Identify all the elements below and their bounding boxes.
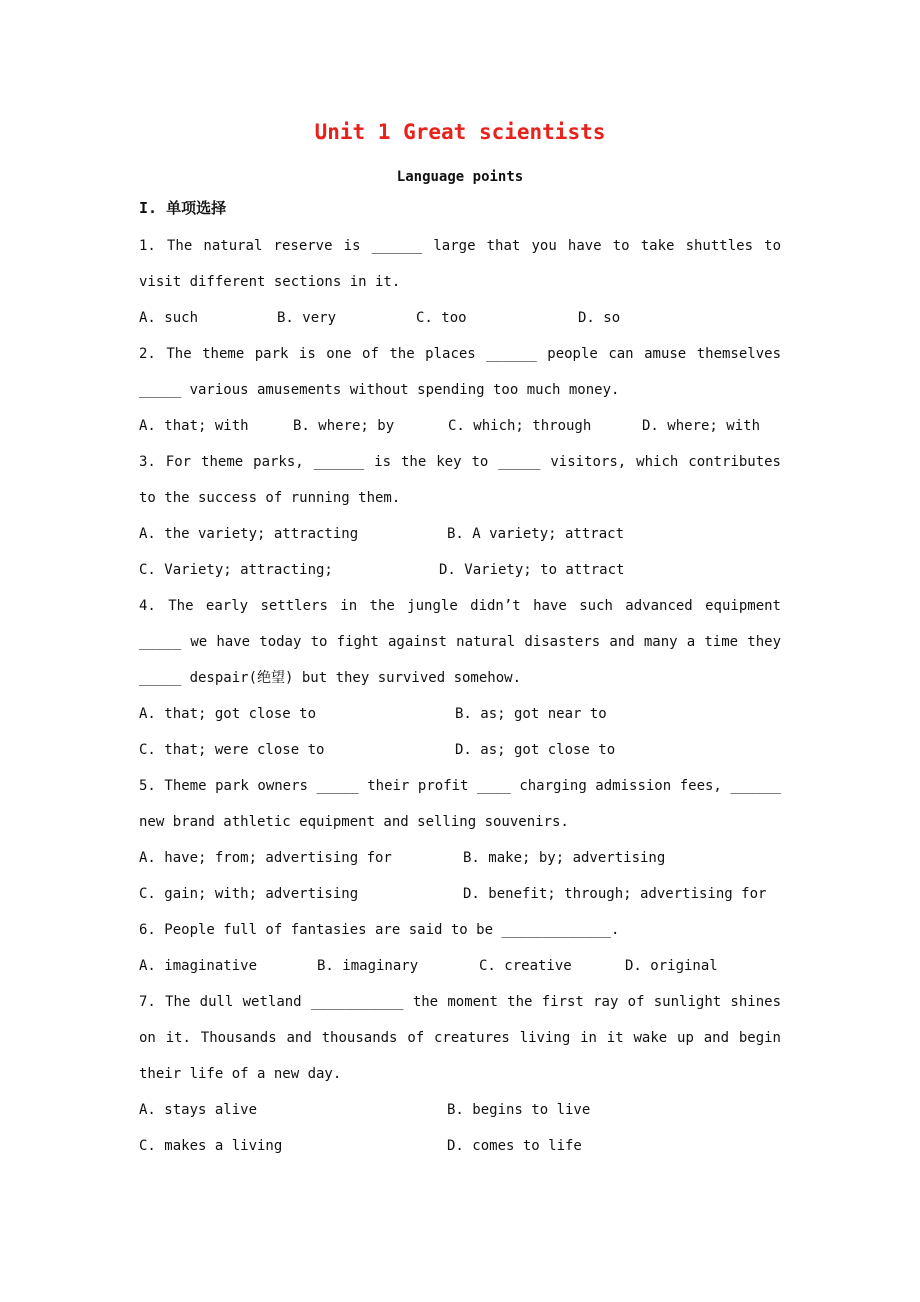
option-d: D. where; with xyxy=(642,418,761,434)
question-3 xyxy=(139,444,781,588)
options-row xyxy=(139,948,781,984)
option-b: B. begins to live xyxy=(447,1102,591,1118)
question-2 xyxy=(139,336,781,444)
option-d: D. Variety; to attract xyxy=(439,562,625,578)
option-b: B. imaginary xyxy=(317,958,419,974)
option-d: D. as; got close to xyxy=(455,742,616,758)
options-row xyxy=(139,1092,781,1128)
options-row xyxy=(139,696,781,732)
document-title: Unit 1 Great scientists xyxy=(314,120,606,144)
option-d: D. original xyxy=(625,958,718,974)
option-c: C. creative xyxy=(479,958,572,974)
question-stem: 7. The dull wetland ___________ the moment the first ray of sunlight shines on it. Thousands and thousands of creatures living in it wake up and begin their life of a new day. xyxy=(139,994,781,1082)
options-row xyxy=(139,876,781,912)
question-5 xyxy=(139,768,781,912)
option-a: A. that; with xyxy=(139,418,249,434)
option-c: C. Variety; attracting; xyxy=(139,562,333,578)
question-1 xyxy=(139,228,781,336)
option-b: B. where; by xyxy=(293,418,395,434)
option-c: C. which; through xyxy=(448,418,592,434)
option-b: B. make; by; advertising xyxy=(463,850,666,866)
question-stem: 4. The early settlers in the jungle didn’t have such advanced equipment _____ we have today to fight against natural disasters and many a time they _____ despair(绝望) but they survived somehow. xyxy=(139,598,781,686)
option-b: B. as; got near to xyxy=(455,706,607,722)
option-c: C. that; were close to xyxy=(139,742,325,758)
options-row xyxy=(139,300,781,336)
option-d: D. so xyxy=(578,310,621,326)
question-list xyxy=(139,228,781,1164)
options-row xyxy=(139,408,781,444)
question-4 xyxy=(139,588,781,768)
options-row xyxy=(139,516,781,552)
option-a: A. such xyxy=(139,310,199,326)
option-a: A. the variety; attracting xyxy=(139,526,359,542)
question-stem: 2. The theme park is one of the places ______ people can amuse themselves _____ various amusements without spending too much money. xyxy=(139,346,781,398)
question-stem: 3. For theme parks, ______ is the key to _____ visitors, which contributes to the success of running them. xyxy=(139,454,781,506)
option-a: A. have; from; advertising for xyxy=(139,850,392,866)
option-a: A. imaginative xyxy=(139,958,258,974)
options-row xyxy=(139,732,781,768)
option-a: A. that; got close to xyxy=(139,706,317,722)
option-c: C. gain; with; advertising xyxy=(139,886,359,902)
question-stem: 1. The natural reserve is ______ large that you have to take shuttles to visit different sections in it. xyxy=(139,238,781,290)
question-7 xyxy=(139,984,781,1164)
option-d: D. comes to life xyxy=(447,1138,582,1154)
option-b: B. A variety; attract xyxy=(447,526,625,542)
option-c: C. makes a living xyxy=(139,1138,283,1154)
document-subtitle: Language points xyxy=(396,169,524,185)
option-b: B. very xyxy=(277,310,337,326)
option-c: C. too xyxy=(416,310,467,326)
options-row xyxy=(139,840,781,876)
option-a: A. stays alive xyxy=(139,1102,258,1118)
question-6 xyxy=(139,912,781,984)
question-stem: 5. Theme park owners _____ their profit ____ charging admission fees, ______ new brand athletic equipment and selling souvenirs. xyxy=(139,778,781,830)
section-heading: I. 单项选择 xyxy=(139,199,227,217)
options-row xyxy=(139,552,781,588)
options-row xyxy=(139,1128,781,1164)
question-stem: 6. People full of fantasies are said to be _____________. xyxy=(139,922,620,938)
option-d: D. benefit; through; advertising for xyxy=(463,886,767,902)
